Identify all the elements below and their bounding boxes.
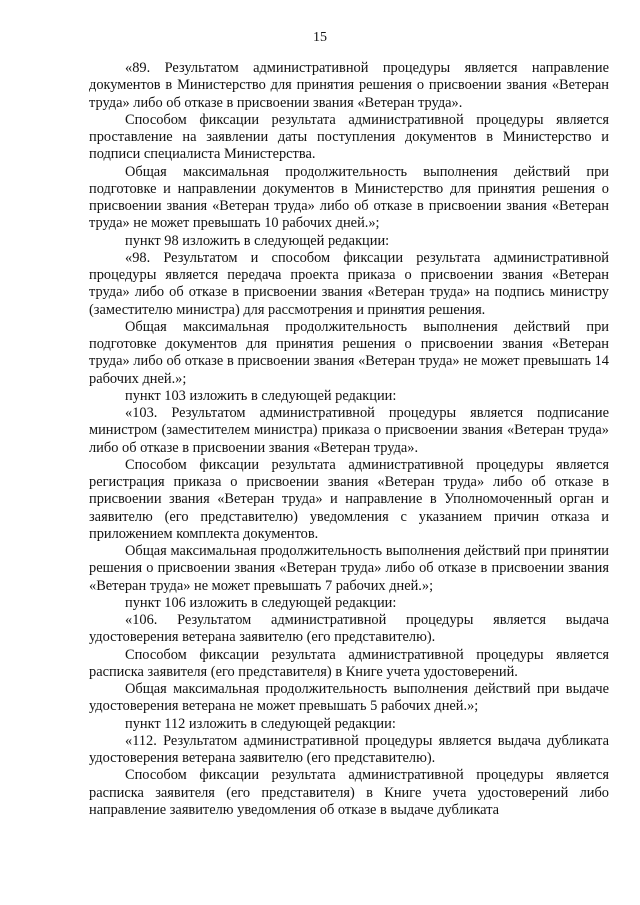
paragraph-112: «112. Результатом административной процедуры является выдача дубликата удостоверения ветерана заявителю (его представителю).	[89, 732, 609, 766]
amendment-112-intro: пункт 112 изложить в следующей редакции:	[125, 715, 396, 732]
amendment-103-intro: пункт 103 изложить в следующей редакции:	[125, 387, 397, 404]
paragraph-103-duration: Общая максимальная продолжительность выполнения действий при принятии решения о присвоении звания «Ветеран труда» либо об отказе в присвоении звания «Ветеран труда» не может превышать 7 рабочих дней.»;	[89, 543, 609, 594]
paragraph-106: «106. Результатом административной процедуры является выдача удостоверения ветерана заявителю (его представителю).	[89, 612, 609, 646]
amendment-106-intro: пункт 106 изложить в следующей редакции:	[125, 594, 397, 611]
paragraph-89: «89. Результатом административной процедуры является направление документов в Министерство для принятия решения о присвоении звания «Ветеран труда» либо об отказе в присвоении звания «Ветеран труда».	[89, 60, 609, 111]
paragraph-89-duration: Общая максимальная продолжительность выполнения действий при подготовке и направлении документов в Министерство для принятия решения о присвоении звания «Ветеран труда» либо об отказе в присвоении звания «Ветеран труда» не может превышать 10 рабочих дней.»;	[89, 163, 609, 232]
paragraph-106-fixation: Способом фиксации результата административной процедуры является расписка заявителя (его представителя) в Книге учета удостоверений.	[89, 646, 609, 680]
amendment-98-intro: пункт 98 изложить в следующей редакции:	[125, 232, 390, 249]
paragraph-89-fixation: Способом фиксации результата административной процедуры является проставление на заявлении даты поступления документов в Министерство и подписи специалиста Министерства.	[89, 111, 609, 163]
paragraph-103-fixation: Способом фиксации результата административной процедуры является регистрация приказа о присвоении звания «Ветеран труда» либо об отказе в присвоении звания «Ветеран труда» и направление в Уполномоченный орган и заявителю (его представителю) уведомления с указанием причин отказа и приложением комплекта документов.	[89, 456, 609, 542]
paragraph-106-duration: Общая максимальная продолжительность выполнения действий при выдаче удостоверения ветерана не может превышать 5 рабочих дней.»;	[89, 681, 609, 715]
paragraph-112-fixation: Способом фиксации результата административной процедуры является расписка заявителя (его представителя) в Книге учета удостоверений либо направление заявителю уведомления об отказе в выдаче дубликата	[89, 767, 609, 818]
paragraph-98-duration: Общая максимальная продолжительность выполнения действий при подготовке документов для принятия решения о присвоении звания «Ветеран труда» либо об отказе в присвоении звания «Ветеран труда» не может превышать 14 рабочих дней.»;	[89, 318, 609, 387]
paragraph-103: «103. Результатом административной процедуры является подписание министром (заместителем министра) приказа о присвоении звания «Ветеран труда» либо об отказе в присвоении звания «Ветеран труда».	[89, 405, 609, 456]
paragraph-98: «98. Результатом и способом фиксации результата административной процедуры является передача проекта приказа о присвоении звания «Ветеран труда» либо об отказе в присвоении звания «Ветеран труда» на подпись министру (заместителю министра) для рассмотрения и принятия решения.	[89, 249, 609, 318]
page-number: 15	[313, 30, 327, 45]
document-body	[89, 60, 609, 819]
